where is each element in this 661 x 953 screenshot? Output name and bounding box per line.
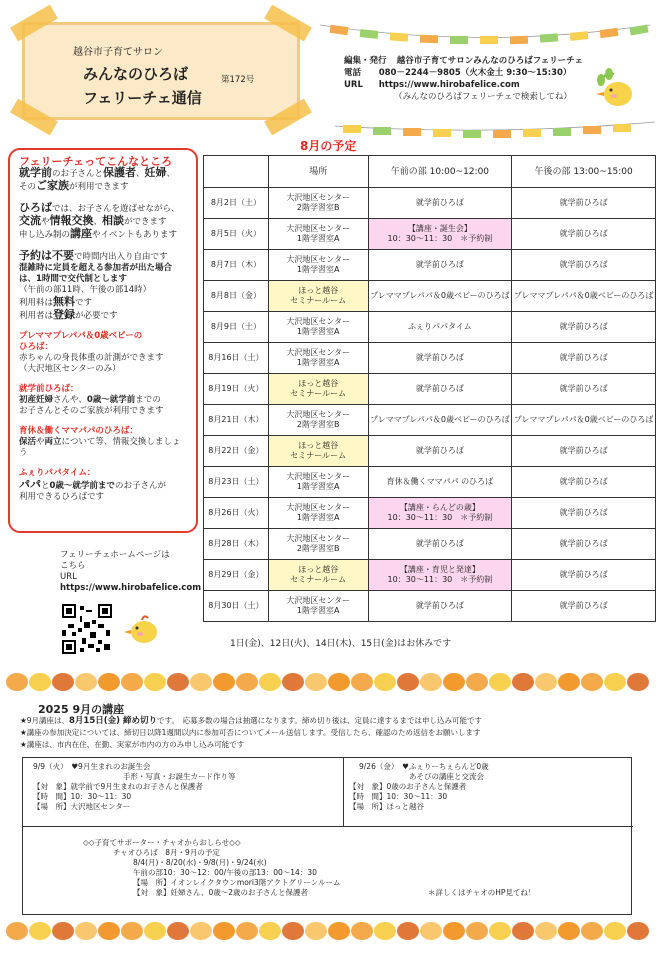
txt: 赤ちゃんの身長体重の計測ができます <box>19 353 164 363</box>
txt: ひろば <box>19 201 52 214</box>
txt: では、お子さんを遊ばせながら、 <box>52 204 180 214</box>
september-notes <box>20 715 650 751</box>
dot-decoration <box>98 673 120 691</box>
txt: （大沢地区センターのみ） <box>19 364 121 374</box>
cell-place: 大沢地区センター 1階学習室A <box>268 343 368 374</box>
schedule-row <box>204 560 656 591</box>
txt: です。 応募多数の場合は抽選になります。締め切り後は、定員に達するまでは申し込み可能です <box>156 716 483 725</box>
dot-decoration <box>374 922 396 940</box>
dot-decoration <box>121 922 143 940</box>
dot-decoration <box>259 673 281 691</box>
cell-date: 8月21日（木） <box>204 405 269 436</box>
txt: 申し込み制の <box>19 230 71 240</box>
chao-line: 午前の部10：30～12：00/午後の部13：00～14：30 <box>133 868 317 877</box>
url-label: URL <box>344 80 363 90</box>
course-line: 9/26（金） ♥ふぇりーちぇらんど0歳 <box>359 762 489 771</box>
issue-number: 第172号 <box>221 75 255 85</box>
cell-am: プレママプレパパ＆0歳ベビーのひろば <box>368 405 512 436</box>
course-line: 【場 所】ほっと越谷 <box>349 802 424 811</box>
dot-decoration <box>259 922 281 940</box>
course-line: あそびの講座と交流会 <box>409 772 484 781</box>
tape-decoration <box>264 99 312 136</box>
divider <box>343 758 344 826</box>
schedule-row <box>204 281 656 312</box>
dot-decoration <box>121 673 143 691</box>
txt: やイベントもあります <box>92 230 178 240</box>
txt: 混雑時に定員を超える参加者が出た場合は、1時間で交代制とします <box>19 263 173 284</box>
dot-border-top <box>0 673 661 693</box>
tel-label: 電話 <box>344 68 362 78</box>
txt: 保活 <box>19 437 37 447</box>
dot-decoration <box>581 673 603 691</box>
dot-decoration <box>282 673 304 691</box>
bird-icon <box>124 612 164 648</box>
dot-decoration <box>144 673 166 691</box>
homepage-url[interactable]: https://www.hirobafelice.com <box>60 583 202 593</box>
txt: お子さんとそのご家族が利用できます <box>19 406 164 416</box>
cell-date: 8月23日（土） <box>204 467 269 498</box>
cell-am: 【講座・誕生会】 10：30～11：30 ＊予約制 <box>368 219 512 250</box>
course-line: 手形・写真・お誕生カード作り等 <box>123 772 236 781</box>
cell-date: 8月26日（火） <box>204 498 269 529</box>
cell-pm: プレママプレパパ＆0歳ベビーのひろば <box>512 405 656 436</box>
cell-pm: 就学前ひろば <box>512 560 656 591</box>
dot-decoration <box>604 673 626 691</box>
closed-days-note: 1日(金)、12日(火)、14日(木)、15日(金)はお休みです <box>230 639 452 649</box>
chao-line: 【場 所】イオンレイクタウンmori3階アクトグリーンルーム <box>133 878 341 887</box>
txt: 育休＆働くママパパのひろば： <box>19 426 138 436</box>
tape-decoration <box>10 5 58 42</box>
dot-decoration <box>397 922 419 940</box>
cell-pm: 就学前ひろば <box>512 374 656 405</box>
course-zero-year <box>349 762 629 812</box>
cell-date: 8月5日（火） <box>204 219 269 250</box>
dot-decoration <box>236 922 258 940</box>
cell-date: 8月16日（土） <box>204 343 269 374</box>
about-p5 <box>19 384 187 417</box>
newsletter-title-1: みんなのひろば <box>83 65 189 83</box>
dot-decoration <box>52 673 74 691</box>
txt: ご家族 <box>36 179 70 192</box>
about-p6 <box>19 426 187 459</box>
dot-decoration <box>627 922 649 940</box>
txt: ＊詳しくはチャオのHP見てね！ <box>428 888 536 897</box>
cell-pm: 就学前ひろば <box>512 467 656 498</box>
txt: 【対 象】妊婦さん、0歳～2歳のお子さんと保護者 <box>133 888 308 897</box>
header-pm: 午後の部 13:00~15:00 <box>512 156 656 188</box>
schedule-row <box>204 591 656 622</box>
dot-decoration <box>190 673 212 691</box>
txt: 、 <box>93 217 103 227</box>
txt: ふぇりパパタイム： <box>19 468 96 478</box>
cell-am: 【講座・らんどの歳】 10：30～11：30 ＊予約制 <box>368 498 512 529</box>
schedule-row <box>204 188 656 219</box>
dot-decoration <box>328 673 350 691</box>
txt: です <box>75 298 93 308</box>
dot-decoration <box>351 922 373 940</box>
txt: や <box>41 217 50 227</box>
txt: ★9月講座は、 <box>20 716 69 725</box>
cell-pm: 就学前ひろば <box>512 312 656 343</box>
garland-string <box>320 20 650 50</box>
txt: さんや、 <box>53 395 87 405</box>
dot-border-bottom <box>0 922 661 942</box>
dot-decoration <box>512 673 534 691</box>
garland-string <box>335 118 655 140</box>
dot-decoration <box>489 673 511 691</box>
schedule-body <box>204 188 656 622</box>
txt: 利用者は <box>19 311 54 321</box>
homepage-line: こちら <box>60 561 86 571</box>
cell-place: 大沢地区センター 1階学習室A <box>268 219 368 250</box>
txt: 、 <box>136 169 145 179</box>
chao-line <box>83 888 583 898</box>
schedule-row <box>204 467 656 498</box>
chao-line: ◇◇子育てサポーター・チャオからおしらせ◇◇ <box>83 838 241 847</box>
dot-decoration <box>75 673 97 691</box>
txt: 両立 <box>44 437 62 447</box>
txt: 講座 <box>70 227 93 240</box>
dot-decoration <box>6 922 28 940</box>
schedule-row <box>204 529 656 560</box>
dot-decoration <box>627 673 649 691</box>
cell-place: 大沢地区センター 1階学習室A <box>268 312 368 343</box>
chao-line: チャオひろば 8月・9月の予定 <box>113 848 220 857</box>
dot-decoration <box>167 673 189 691</box>
homepage-line: URL <box>60 572 77 582</box>
dot-decoration <box>604 922 626 940</box>
cell-am: 就学前ひろば <box>368 250 512 281</box>
dot-decoration <box>305 922 327 940</box>
txt: 利用料は <box>19 298 54 308</box>
txt: 無料 <box>53 295 76 308</box>
divider <box>23 826 633 827</box>
tel-number: 080－2244－9805（火木金土 9:30～15:30） <box>378 68 572 78</box>
edit-label: 編集・発行 <box>344 56 387 66</box>
txt: 登録 <box>53 308 76 321</box>
cell-date: 8月30日（土） <box>204 591 269 622</box>
txt: ができます <box>124 217 167 227</box>
dot-decoration <box>489 922 511 940</box>
schedule-row <box>204 343 656 374</box>
dot-decoration <box>190 922 212 940</box>
course-line: 【対 象】就学前で9月生まれのお子さんと保護者 <box>33 782 203 791</box>
cell-date: 8月9日（土） <box>204 312 269 343</box>
newsletter-title-2: フェリーチェ通信 <box>83 89 202 107</box>
chao-line: 8/4(月)・8/20(水)・9/8(月)・9/24(水) <box>133 858 267 867</box>
course-birthday <box>33 762 333 812</box>
homepage-info <box>60 550 200 594</box>
cell-place: ほっと越谷 セミナールーム <box>268 281 368 312</box>
cell-am: 就学前ひろば <box>368 436 512 467</box>
cell-pm: 就学前ひろば <box>512 436 656 467</box>
txt: 就学前 <box>19 166 52 179</box>
about-p7 <box>19 468 187 503</box>
dot-decoration <box>167 922 189 940</box>
september-title: 2025 9月の講座 <box>38 703 125 716</box>
cell-pm: 就学前ひろば <box>512 188 656 219</box>
chao-notice <box>83 838 583 898</box>
txt: 情報交換 <box>49 214 94 227</box>
dot-decoration <box>328 922 350 940</box>
cell-date: 8月8日（金） <box>204 281 269 312</box>
cell-place: 大沢地区センター 1階学習室A <box>268 498 368 529</box>
schedule-title: 8月の予定 <box>300 139 357 153</box>
txt: までの <box>135 395 161 405</box>
cell-place: 大沢地区センター 1階学習室A <box>268 467 368 498</box>
schedule-row <box>204 250 656 281</box>
cell-date: 8月2日（土） <box>204 188 269 219</box>
cell-am: 就学前ひろば <box>368 343 512 374</box>
september-courses-box <box>22 757 632 915</box>
note-deadline <box>20 715 650 727</box>
dot-decoration <box>98 922 120 940</box>
dot-decoration <box>535 922 557 940</box>
cell-am: 就学前ひろば <box>368 529 512 560</box>
course-line: 【時 間】10：30～11：30 <box>349 792 448 801</box>
cell-place: 大沢地区センター 1階学習室A <box>268 591 368 622</box>
cell-place: 大沢地区センター 1階学習室A <box>268 250 368 281</box>
schedule-header-row <box>204 156 656 188</box>
bottom-garland <box>335 118 655 138</box>
dot-decoration <box>236 673 258 691</box>
course-line: 【対 象】0歳のお子さんと保護者 <box>349 782 467 791</box>
dot-decoration <box>558 922 580 940</box>
txt: 0歳～就学前まで <box>49 481 115 491</box>
dot-decoration <box>29 673 51 691</box>
cell-place: ほっと越谷 セミナールーム <box>268 436 368 467</box>
top-garland <box>320 20 650 40</box>
cell-place: 大沢地区センター 2階学習室B <box>268 188 368 219</box>
dot-decoration <box>420 922 442 940</box>
cell-date: 8月19日（火） <box>204 374 269 405</box>
txt: 保護者 <box>103 166 137 179</box>
schedule-table <box>203 155 656 622</box>
search-note: （みんなのひろばフェリーチェで検索してね） <box>394 92 572 102</box>
cell-am: 育休＆働くママパパ のひろば <box>368 467 512 498</box>
txt: 就学前ひろば： <box>19 384 79 394</box>
dot-decoration <box>282 922 304 940</box>
dot-decoration <box>397 673 419 691</box>
txt: 、 <box>166 169 176 179</box>
schedule-row <box>204 498 656 529</box>
cell-pm: 就学前ひろば <box>512 250 656 281</box>
txt: パパ <box>19 478 41 491</box>
txt: 交流 <box>19 214 41 227</box>
schedule-row <box>204 219 656 250</box>
tape-decoration <box>10 99 58 136</box>
cell-place: 大沢地区センター 2階学習室B <box>268 405 368 436</box>
about-p3 <box>19 250 187 322</box>
dot-decoration <box>213 673 235 691</box>
cell-pm: 就学前ひろば <box>512 591 656 622</box>
cell-am: プレママプレパパ＆0歳ベビーのひろば <box>368 281 512 312</box>
cell-am: 就学前ひろば <box>368 591 512 622</box>
header-place: 場所 <box>268 156 368 188</box>
qr-code-icon[interactable] <box>62 604 112 654</box>
cell-place: ほっと越谷 セミナールーム <box>268 560 368 591</box>
cell-pm: 就学前ひろば <box>512 219 656 250</box>
txt: 利用できるひろばです <box>19 492 105 502</box>
cell-place: ほっと越谷 セミナールーム <box>268 374 368 405</box>
cell-am: 【講座・育児と発達】 10：30～11：30 ＊予約制 <box>368 560 512 591</box>
txt: 0歳～就学前 <box>86 395 136 405</box>
dot-decoration <box>558 673 580 691</box>
cell-pm: 就学前ひろば <box>512 498 656 529</box>
schedule-row <box>204 405 656 436</box>
homepage-line: フェリーチェホームページは <box>60 550 170 560</box>
txt: プレママプレパパ＆0歳ベビーの <box>19 331 143 341</box>
dot-decoration <box>351 673 373 691</box>
about-p4 <box>19 331 187 375</box>
note-eligibility: ★講座は、市内在住、在勤、実家が市内の方のみ申し込み可能です <box>20 740 245 749</box>
dot-decoration <box>52 922 74 940</box>
dot-decoration <box>443 922 465 940</box>
about-heading: フェリーチェってこんなところ <box>19 155 173 168</box>
txt: 妊婦 <box>144 166 167 179</box>
txt: 相談 <box>102 214 125 227</box>
txt: のお子さんと <box>52 169 104 179</box>
txt: ひろば： <box>19 342 54 352</box>
dot-decoration <box>6 673 28 691</box>
header-am: 午前の部 10:00~12:00 <box>368 156 512 188</box>
dot-decoration <box>29 922 51 940</box>
txt: や <box>36 437 45 447</box>
bird-icon <box>592 64 638 112</box>
txt: 予約は不要 <box>19 249 74 262</box>
cell-pm: 就学前ひろば <box>512 343 656 374</box>
about-p2 <box>19 202 187 241</box>
about-p1 <box>19 167 187 193</box>
dot-decoration <box>581 922 603 940</box>
header-date <box>204 156 269 188</box>
org-name: 越谷市子育てサロン <box>73 47 163 58</box>
deadline: 8月15日(金) 締め切り <box>69 716 157 726</box>
cell-date: 8月28日（木） <box>204 529 269 560</box>
cell-place: 大沢地区センター 2階学習室B <box>268 529 368 560</box>
title-board <box>22 22 300 120</box>
dot-decoration <box>213 922 235 940</box>
dot-decoration <box>420 673 442 691</box>
cell-pm: プレママプレパパ＆0歳ベビーのひろば <box>512 281 656 312</box>
publisher-url[interactable]: https://www.hirobafelice.com <box>378 80 520 90</box>
note-confirmation: ★講座の参加決定については、締切日以降1週間以内に参加可否についてメール送信します。受信したら、確認のため返信をお願いします <box>20 728 481 737</box>
cell-date: 8月29日（金） <box>204 560 269 591</box>
txt: 初産妊婦 <box>19 395 54 405</box>
txt: が必要です <box>75 311 118 321</box>
dot-decoration <box>144 922 166 940</box>
txt: が利用できます <box>69 182 129 192</box>
txt: その <box>19 182 37 192</box>
cell-am: 就学前ひろば <box>368 188 512 219</box>
course-line: 9/9（火） ♥9月生まれのお誕生会 <box>33 762 151 771</box>
dot-decoration <box>374 673 396 691</box>
cell-date: 8月7日（木） <box>204 250 269 281</box>
cell-pm: 就学前ひろば <box>512 529 656 560</box>
dot-decoration <box>443 673 465 691</box>
schedule-row <box>204 312 656 343</box>
dot-decoration <box>512 922 534 940</box>
course-line: 【時 間】10：30～11：30 <box>33 792 132 801</box>
tape-decoration <box>264 5 312 42</box>
dot-decoration <box>466 673 488 691</box>
course-line: 【場 所】大沢地区センター <box>33 802 131 811</box>
txt: （午前の部11時、午後の部14時） <box>19 285 152 295</box>
dot-decoration <box>466 922 488 940</box>
txt: で時間内出入り自由です <box>74 252 168 262</box>
txt: のお子さんが <box>114 481 166 491</box>
publisher-org: 越谷市子育てサロンみんなのひろばフェリーチェ <box>396 56 584 66</box>
cell-am: ふぇりパパタイム <box>368 312 512 343</box>
txt: について等、情報交換しましょう <box>19 437 181 458</box>
dot-decoration <box>305 673 327 691</box>
schedule-row <box>204 374 656 405</box>
cell-date: 8月22日（金） <box>204 436 269 467</box>
schedule-row <box>204 436 656 467</box>
dot-decoration <box>535 673 557 691</box>
about-box <box>8 148 198 533</box>
dot-decoration <box>75 922 97 940</box>
cell-am: 就学前ひろば <box>368 374 512 405</box>
txt: と <box>41 481 50 491</box>
